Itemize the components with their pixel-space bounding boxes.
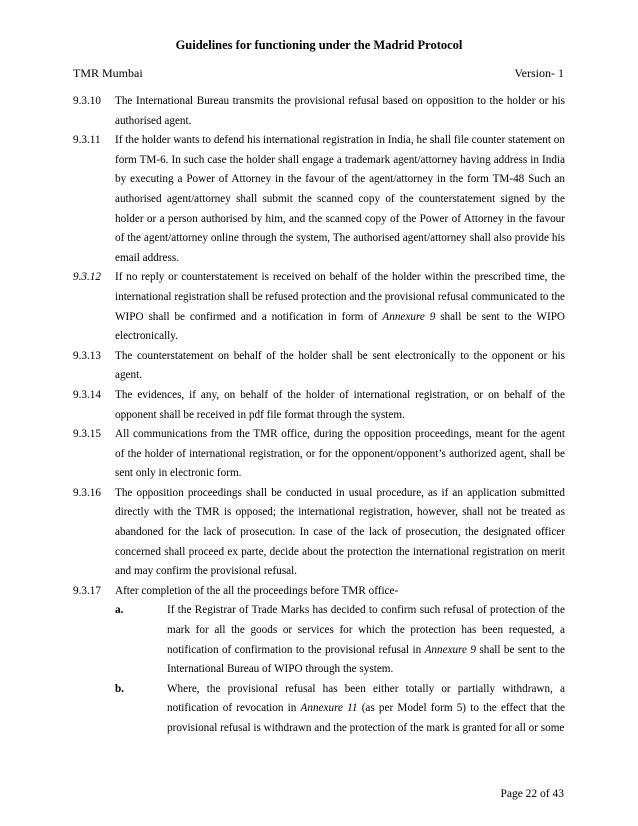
page-number: Page 22 of 43 <box>500 788 564 800</box>
clause-text-part: shall be sent to the WIPO electronically. <box>115 310 566 343</box>
subitem-a <box>115 601 565 679</box>
document-body <box>73 92 565 739</box>
subitem-label: a. <box>115 604 124 617</box>
clause-text: The evidences, if any, on behalf of the holder of international registration, or on behalf of the opponent shall be received in pdf file format through the system. <box>115 388 565 421</box>
clause-9-3-16 <box>73 484 565 582</box>
clause-9-3-13 <box>73 347 565 386</box>
clause-9-3-11 <box>73 131 565 268</box>
clause-text: The opposition proceedings shall be conducted in usual procedure, as if an application submitted directly with the TMR is opposed; the international registration, however, shall not be treated as abandoned for the lack of prosecution. In case of the lack of prosecution, the designated officer concerned shall proceed ex parte, decide about the protection the international registration on merit and may confirm the provisional refusal. <box>115 486 565 578</box>
annexure-reference: Annexure 9 <box>382 310 436 323</box>
subitem-text-part: shall be sent to the International Bureau of WIPO through the system. <box>167 643 565 676</box>
clause-number: 9.3.10 <box>73 95 101 107</box>
clause-number: 9.3.17 <box>73 584 101 597</box>
clause-number: 9.3.16 <box>73 486 101 499</box>
clause-9-3-15 <box>73 425 565 484</box>
clause-text-part: If no reply or counterstatement is received on behalf of the holder within the prescribed time, the international registration shall be refused protection and the provisional refusal communicated to the WIPO shall be confirmed and a notification in form of <box>115 271 565 323</box>
clause-number: 9.3.14 <box>73 388 101 401</box>
clause-number: 9.3.12 <box>73 271 101 284</box>
clause-text <box>115 271 565 342</box>
version-label: Version- 1 <box>514 66 564 80</box>
clause-text: The International Bureau transmits the provisional refusal based on opposition to the holder or his authorised agent. <box>115 95 565 127</box>
clause-number: 9.3.15 <box>73 428 101 441</box>
page-title: Guidelines for functioning under the Madrid Protocol <box>175 38 463 52</box>
subitem-text-part: If the Registrar of Trade Marks has decided to confirm such refusal of protection of the mark for all the goods or services for which the protection has been requested, a notification of confirmation to the provisional refusal in <box>167 604 565 656</box>
clause-number: 9.3.13 <box>73 349 101 362</box>
subitem-text <box>167 604 565 675</box>
clause-9-3-10 <box>73 92 565 131</box>
subitem-text-part: Where, the provisional refusal has been either totally or partially withdrawn, a notification of revocation in <box>167 682 565 715</box>
clause-9-3-12 <box>73 268 565 346</box>
annexure-reference: Annexure 9 <box>424 643 477 656</box>
clause-number: 9.3.11 <box>73 134 101 147</box>
office-label: TMR Mumbai <box>73 66 143 80</box>
subitem-b <box>115 680 565 739</box>
subitem-label: b. <box>115 682 125 695</box>
clause-9-3-17 <box>73 582 565 602</box>
subitem-text <box>167 683 565 734</box>
annexure-reference: Annexure 11 <box>300 702 358 715</box>
clause-9-3-14 <box>73 386 565 425</box>
clause-text: The counterstatement on behalf of the holder shall be sent electronically to the opponent or his agent. <box>115 349 565 382</box>
clause-text: After completion of the all the proceedings before TMR office- <box>115 584 399 597</box>
clause-text: If the holder wants to defend his international registration in India, he shall file counter statement on form TM-6. In such case the holder shall engage a trademark agent/attorney having address in India by executing a Power of Attorney in the favour of the agent/attorney in the form TM-48 Such an authorised agent/attorney shall submit the scanned copy of the counterstatement signed by the holder or a person authorised by him, and the scanned copy of the Power of Attorney in the favour of the agent/attorney online through the system, The authorised agent/attorney shall also provide his email address. <box>115 134 565 264</box>
subitem-text-part: (as per Model form 5) to the effect that the provisional refusal is withdrawn and the protection of the mark is granted for all or some <box>167 702 566 734</box>
clause-text: All communications from the TMR office, during the opposition proceedings, meant for the agent of the holder of international registration, or for the opponent/opponent’s authorized agent, shall be sent only in electronic form. <box>115 428 565 480</box>
